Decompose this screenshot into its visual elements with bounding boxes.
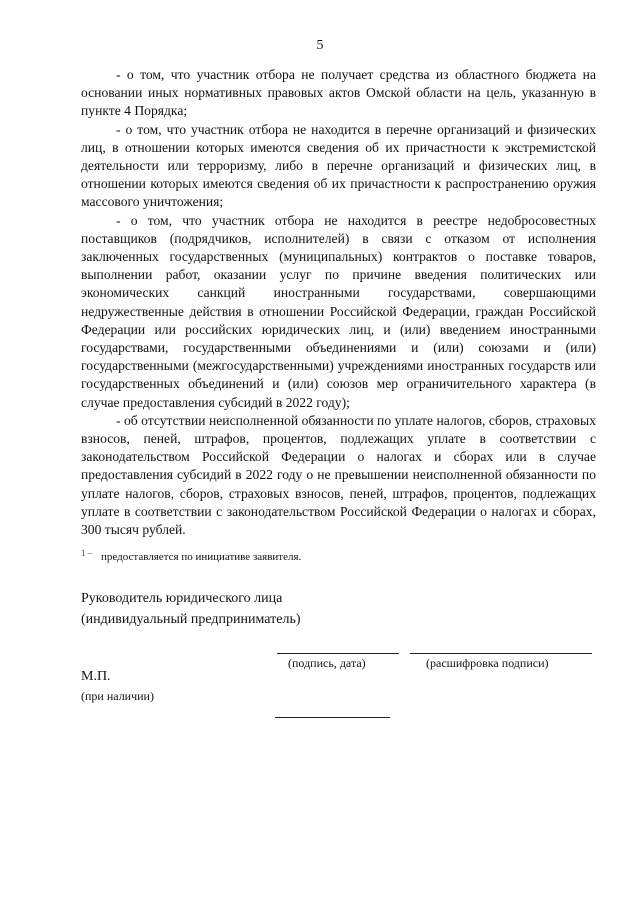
body-text — [81, 66, 596, 539]
paragraph: - о том, что участник отбора не получает средства из областного бюджета на основании иных нормативных правовых актов Омской области на цель, указанную в пункте 4 Порядка; — [81, 67, 596, 119]
divider-line — [275, 717, 390, 718]
paragraph: - о том, что участник отбора не находится в реестре недобросовестных поставщиков (подрядчиков, исполнителей) в связи с отказом от исполнения заключенных государственных (муниципальных) контрактов о поставке товаров, выполнении работ, оказании услуг по причине введения политических или экономических санкций иностранными государствами, совершающими недружественные действия в отношении Российской Федерации, граждан Российской Федерации или российских юридических лиц, и (или) введением иностранными государствами, государственными объединениями и (или) союзами и (или) государственными (межгосударственными) учреждениями иностранных государств или государственных объединений и (или) союзов мер ограничительного характера (в случае предоставления субсидий в 2022 году); — [81, 212, 596, 410]
paragraph: - о том, что участник отбора не находится в перечне организаций и физических лиц, в отношении которых имеются сведения об их причастности к экстремистской деятельности или терроризму, либо в перечне организаций и физических лиц, в отношении которых имеются сведения об их причастности к распространению оружия массового уничтожения; — [81, 121, 596, 210]
signature-caption: (подпись, дата) — [288, 656, 366, 670]
signer-block — [81, 588, 301, 630]
footnote-mark: 1 – — [81, 548, 93, 558]
signer-title: Руководитель юридического лица — [81, 591, 283, 606]
stamp-label: М.П. — [81, 669, 111, 684]
paragraph: - об отсутствии неисполненной обязанности по уплате налогов, сборов, страховых взносов, пеней, штрафов, процентов, подлежащих уплате в соответствии с законодательством Российской Федерации о налогах и сборах или в случае предоставления субсидий в 2022 году о не превышении неисполненной обязанности по уплате налогов, сборов, страховых взносов, пеней, штрафов, процентов, подлежащих уплате в соответствии с законодательством Российской Федерации о налогах и сборах, 300 тысяч рублей. — [81, 412, 596, 538]
page-number: 5 — [316, 38, 324, 53]
footnote-text: предоставляется по инициативе заявителя. — [101, 551, 302, 563]
decryption-caption: (расшифровка подписи) — [426, 656, 549, 670]
signature-decryption-line — [410, 653, 592, 654]
stamp-note: (при наличии) — [81, 689, 154, 703]
signature-line — [277, 653, 399, 654]
signer-subtitle: (индивидуальный предприниматель) — [81, 612, 301, 627]
footnote — [81, 548, 302, 563]
